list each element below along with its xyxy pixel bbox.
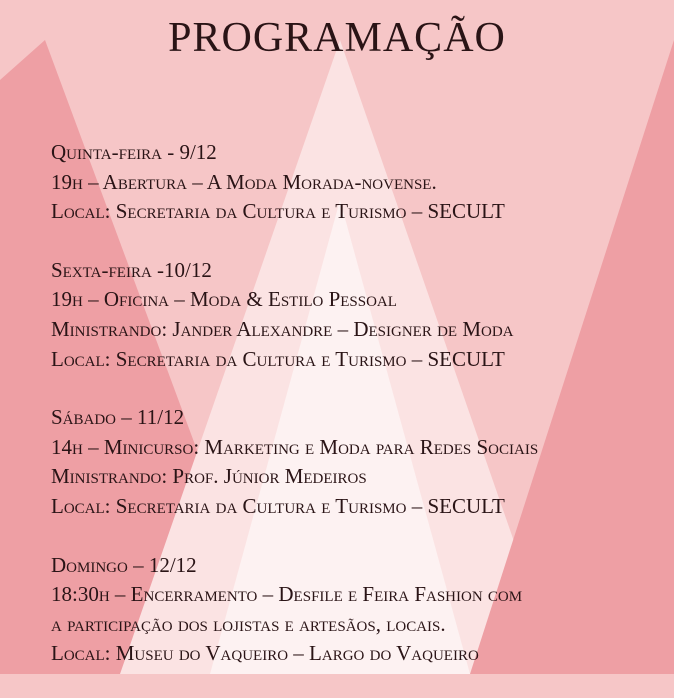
schedule [51, 138, 538, 698]
speaker-line: Ministrando: Jander Alexandre – Designer de Moda [51, 316, 514, 341]
day-friday [51, 256, 538, 374]
location-line: Local: Secretaria da Cultura e Turismo – SECULT [51, 346, 505, 371]
event-line: 14h – Minicurso: Marketing e Moda para Redes Sociais [51, 434, 539, 459]
day-heading: Domingo – 12/12 [51, 552, 197, 577]
day-sunday [51, 551, 538, 669]
location-line: Local: Museu do Vaqueiro – Largo do Vaqueiro [51, 641, 479, 666]
day-heading: Quinta-feira - 9/12 [51, 140, 217, 164]
event-line: 19h – Abertura – A Moda Morada-novense. [51, 169, 437, 194]
event-line: 19h – Oficina – Moda & Estilo Pessoal [51, 287, 397, 312]
location-line: Local: Secretaria da Cultura e Turismo – SECULT [51, 493, 505, 518]
location-line: Local: Secretaria da Cultura e Turismo – SECULT [51, 199, 505, 224]
day-saturday [51, 403, 538, 521]
speaker-line: Ministrando: Prof. Júnior Medeiros [51, 464, 367, 489]
day-heading: Sábado – 11/12 [51, 405, 185, 430]
event-line-continued: a participação dos lojistas e artesãos, locais. [51, 611, 446, 636]
page-title: PROGRAMAÇÃO [168, 15, 506, 61]
day-heading: Sexta-feira -10/12 [51, 257, 212, 282]
day-thursday [51, 138, 538, 227]
event-line: 18:30h – Encerramento – Desfile e Feira Fashion com [51, 582, 523, 607]
